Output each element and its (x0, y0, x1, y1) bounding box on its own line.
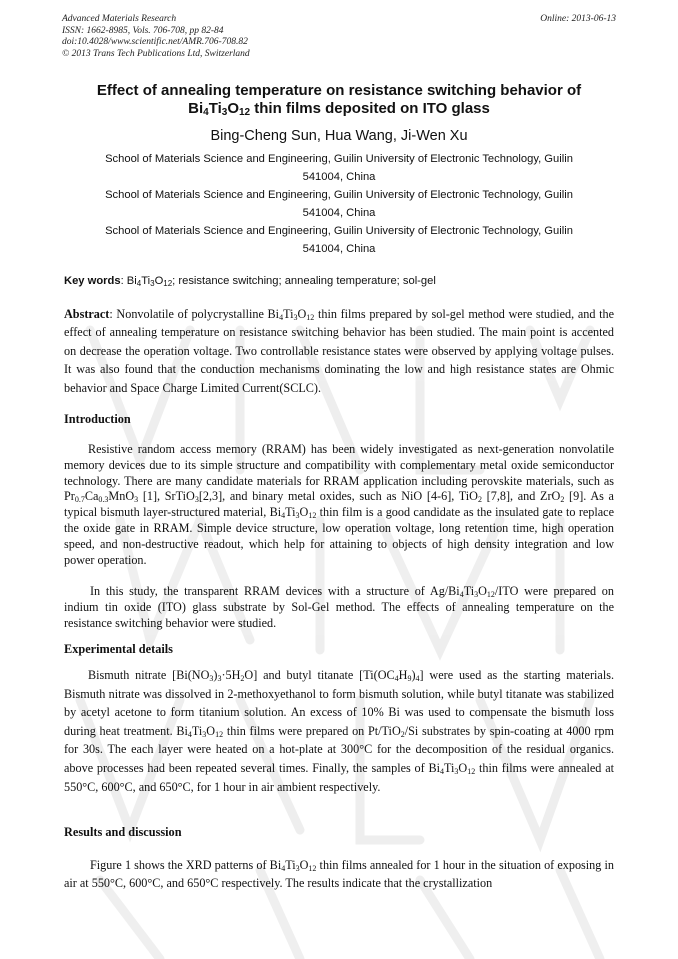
abstract-label: Abstract (64, 307, 110, 321)
heading-results: Results and discussion (64, 825, 182, 839)
introduction-paragraph-1: Resistive random access memory (RRAM) has been widely investigated as next-generation nonvolatile memory devices due to its simple structure and compatibility with complementary metal oxide semiconductor technology. There are many candidate materials for RRAM application including perovskite materials, such as $Pr_{0.7}Ca_{0.3}MnO_3$ [1], SrTiO$_3$[2,3], and binary metal oxides, such as NiO [4-6], TiO$_2$ [7,8], and ZrO$_2$ [9]. As a typical bismuth layer-structured material, $Bi_4Ti_3O_{12}$ thin film is a good candidate as the insulated gate to replace the oxide gate in RRAM. Simple device structure, low operation voltage, long retention time, high operation speed, and non-destructive readout, which help for attaining to objects of high density integration and low power operation. (64, 442, 614, 567)
affiliation-3: School of Materials Science and Engineering, Guilin University of Electronic Technology, Guilin 541004, China (105, 225, 573, 255)
experimental-paragraph: Bismuth nitrate $[Bi(NO_3)_3\cdot 5H_2O]$ and butyl titanate $[Ti(OC_4H_9)_4]$ were used as the starting materials. Bismuth nitrate was dissolved in 2-methoxyethanol to form bismuth solution, while butyl titanate was stabilized by acetyl acetone to form titanium solution. An excess of 10% Bi was used to compensate the bismuth loss during heat treatment. $Bi_4Ti_3O_{12}$ thin films were prepared on Pt/TiO$_2$/Si substrates by spin-coating at 4000 rpm for 30s. The each layer were heated on a hot-plate at 300°C for the decomposition of the residual organics. above processes had been repeated several times. Finally, the samples of $Bi_4Ti_3O_{12}$ thin films were annealed at 550°C, 600°C, and 650°C, for 1 hour in air ambient respectively. (64, 668, 614, 794)
title-line-2: $Bi_4Ti_3O_{12}$ thin films deposited on ITO glass (188, 100, 490, 118)
title-line-1: Effect of annealing temperature on resistance switching behavior of (96, 82, 582, 99)
results-paragraph: Figure 1 shows the XRD patterns of $Bi_4Ti_3O_{12}$ thin films annealed for 1 hour in the situation of exposing in air at 550°C, 600°C, and 650°C respectively. The results indicate that the crystallization (64, 858, 614, 890)
journal-name: Advanced Materials Research (62, 14, 177, 24)
paper-title (60, 82, 618, 118)
copyright-line: © 2013 Trans Tech Publications Ltd, Switzerland (62, 48, 250, 59)
doi-line: doi:10.4028/www.scientific.net/AMR.706-708.82 (62, 37, 248, 47)
heading-experimental: Experimental details (64, 642, 173, 656)
affiliation-2: School of Materials Science and Engineering, Guilin University of Electronic Technology, Guilin 541004, China (105, 189, 573, 219)
introduction-paragraph-2: In this study, the transparent RRAM devices with a structure of $Ag/Bi_4Ti_3O_{12}$/ITO were prepared on indium tin oxide (ITO) glass substrate by Sol-Gel method. The effects of annealing temperature on the resistance switching behavior were studied. (64, 584, 614, 630)
keywords: Key words: $Bi_4Ti_3O_{12}$; resistance switching; annealing temperature; sol-gel (64, 275, 436, 288)
keywords-label: Key words (64, 275, 121, 287)
online-date: Online: 2013-06-13 (540, 14, 616, 24)
affiliation-1: School of Materials Science and Engineering, Guilin University of Electronic Technology, Guilin 541004, China (105, 153, 573, 183)
author-list: Bing-Cheng Sun, Hua Wang, Ji-Wen Xu (210, 128, 468, 144)
journal-header (62, 14, 250, 60)
heading-introduction: Introduction (64, 412, 131, 426)
abstract: Abstract: Nonvolatile of polycrystalline $Bi_4Ti_3O_{12}$ thin films prepared by sol-gel method were studied, and the effect of annealing temperature on resistance switching behavior has been studied. The main point is accented on decrease the operation voltage. Two controllable resistance states were observed by applying voltage pulses. It was also found that the conduction mechanisms dominating the low and high resistance states are Ohmic behavior and Space Charge Limited Current(SCLC). (64, 307, 614, 395)
issn-line: ISSN: 1662-8985, Vols. 706-708, pp 82-84 (62, 25, 224, 36)
